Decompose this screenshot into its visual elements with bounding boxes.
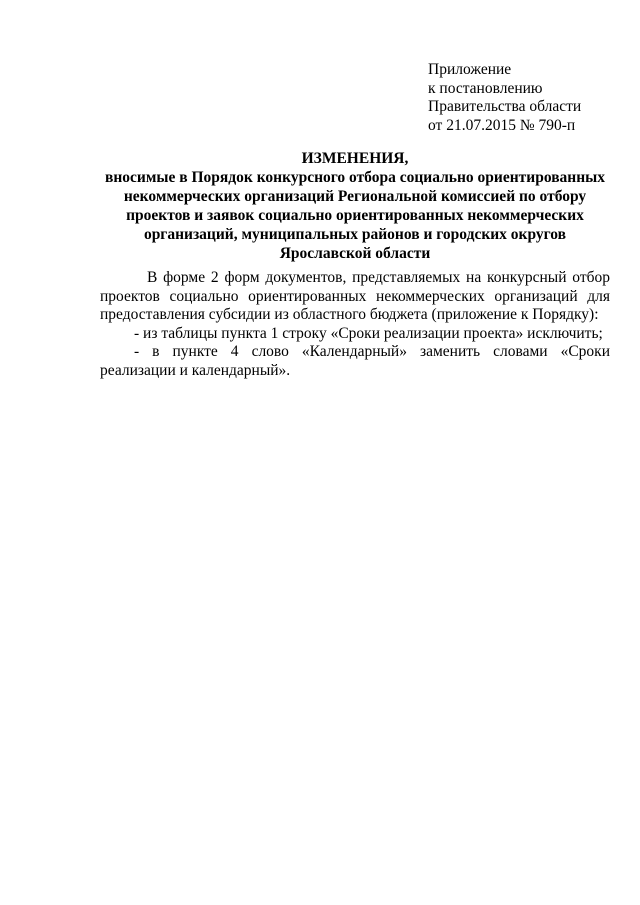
list-item: - из таблицы пункта 1 строку «Сроки реализации проекта» исключить;	[134, 324, 603, 342]
title-heading: ИЗМЕНЕНИЯ,	[301, 150, 409, 167]
title-line: Ярославской области	[279, 245, 431, 262]
attachment-resolution: к постановлению	[428, 79, 543, 97]
paragraph-line: предоставления субсидии из областного бюджета (приложение к Порядку):	[100, 306, 599, 323]
title-line: проектов и заявок социально ориентированных некоммерческих	[126, 207, 584, 224]
list-item-continuation: реализации и календарный».	[100, 361, 291, 379]
attachment-government: Правительства области	[428, 98, 582, 115]
paragraph-line: В форме 2 форм документов, представляемых на конкурсный отбор	[147, 269, 610, 286]
document-title	[100, 149, 610, 263]
title-line: организаций, муниципальных районов и городских округов	[143, 226, 567, 243]
attachment-reference	[428, 61, 581, 135]
attachment-label: Приложение	[428, 61, 512, 78]
paragraph-line: проектов социально ориентированных некоммерческих организаций для	[100, 287, 610, 305]
list-item: - в пункте 4 слово «Календарный» заменить словами «Сроки	[134, 343, 610, 360]
document-body	[100, 269, 610, 380]
title-line: некоммерческих организаций Региональной комиссией по отбору	[123, 188, 587, 205]
title-line: вносимые в Порядок конкурсного отбора социально ориентированных	[104, 169, 606, 186]
attachment-date-number: от 21.07.2015 № 790-п	[428, 116, 576, 134]
